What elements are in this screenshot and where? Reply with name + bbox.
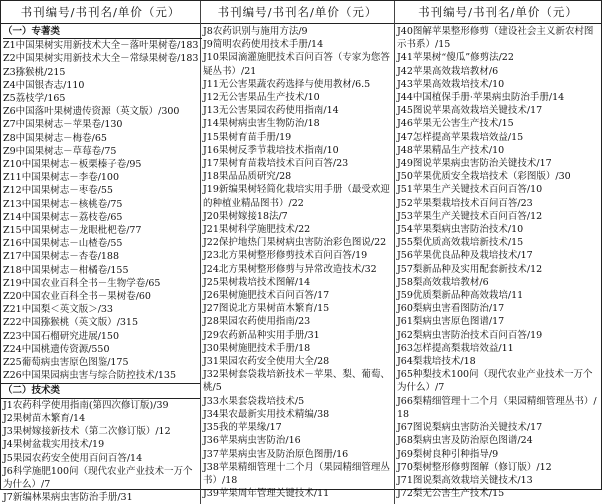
catalog-entry: J7新编林果病虫害防治手册/31 <box>3 492 133 504</box>
catalog-entry: J42苹果高效栽培教材/6 <box>397 65 499 77</box>
catalog-entry: J59优质梨新品种高效栽培/11 <box>397 290 524 302</box>
catalog-entry: Z2中国果树实用新技术大全－常绿果树卷/183 <box>3 53 199 65</box>
catalog-entry: J36苹果病虫害防治/16 <box>203 435 301 447</box>
catalog-entry: J51苹果生产关键技术百问百答/10 <box>397 184 543 196</box>
catalog-entry: J56苹果优良品种及栽培技术/17 <box>397 250 533 262</box>
catalog-entry: J38苹果精细管理十二个月（果园精细管理丛书）/18 <box>203 461 390 486</box>
catalog-entry: Z9中国果树志－草莓卷/75 <box>3 145 117 157</box>
catalog-entry: Z4中国银杏志/110 <box>3 79 85 91</box>
catalog-entry: J4果树盆栽实用技术/19 <box>3 439 105 451</box>
catalog-entry: J33水果套袋栽培技术/5 <box>203 395 305 407</box>
catalog-entry: Z23中国石榴研究进展/150 <box>3 330 120 342</box>
catalog-entry: Z19中国农业百科全书－生物学卷/65 <box>3 277 161 289</box>
catalog-entry: J55梨优质高效栽培新技术/15 <box>397 237 524 249</box>
catalog-entry: J13无公害果园农药使用指南/14 <box>203 105 339 117</box>
catalog-entry: J30果树施肥技术手册/18 <box>203 342 311 354</box>
catalog-entry: J9简明农药使用技术手册/14 <box>203 39 324 51</box>
section-heading: （二）技术类 <box>1 383 200 398</box>
catalog-entry: J63怎样提高梨栽培效益/11 <box>397 342 514 354</box>
column-header: 书刊编号/书刊名/单价（元） <box>201 1 394 24</box>
catalog-list <box>395 24 601 500</box>
catalog-entry: J23北方果树整形修剪技术百问百答/19 <box>203 250 368 262</box>
catalog-entry: J47怎样提高苹果栽培效益/15 <box>397 131 524 143</box>
catalog-entry: J31果园农药安全使用大全/28 <box>203 356 330 368</box>
catalog-entry: Z15中国果树志－龙眼枇杷卷/77 <box>3 225 142 237</box>
catalog-entry: J57梨新品种及实用配套新技术/12 <box>397 263 543 275</box>
catalog-entry: J18果品品质研究/28 <box>203 171 292 183</box>
catalog-entry: J71图说梨高效栽培关键技术/13 <box>397 474 533 486</box>
catalog-list <box>201 24 394 500</box>
catalog-entry: J1农药科学使用指南(第四次修订版)/39 <box>3 399 169 411</box>
catalog-column-2 <box>201 1 395 504</box>
catalog-entry: J10果园滴灌施肥技术百问百答（专家为您答疑丛书）/21 <box>203 52 390 77</box>
catalog-entry: Z25葡萄病虫害原色图鉴/175 <box>3 357 129 369</box>
catalog-entry: J35我的苹果缘/17 <box>203 422 282 434</box>
catalog-entry: J20果树嫁接18法/7 <box>203 210 288 222</box>
catalog-entry: Z22中国猕猴桃（英文版）/315 <box>3 317 139 329</box>
catalog-entry: J14果树病虫害生物防治/18 <box>203 118 320 130</box>
catalog-entry: J26果树施肥技术百问百答/17 <box>203 290 330 302</box>
catalog-entry: Z16中国果树志－山楂卷/55 <box>3 238 123 250</box>
catalog-entry: J5果园农药安全使用百问百答/14 <box>3 452 143 464</box>
catalog-entry: Z5荔枝学/165 <box>3 93 66 105</box>
catalog-entry: Z24中国桃遗传资源/550 <box>3 343 110 355</box>
catalog-entry: J62梨病虫害防治技术百问百答/19 <box>397 329 543 341</box>
catalog-entry: J16果树反季节栽培技术指南/10 <box>203 144 339 156</box>
catalog-entry: J66梨精细管理十二个月（果园精细管理丛书）/18 <box>397 395 597 420</box>
section-heading: （一）专著类 <box>3 25 202 39</box>
column-header: 书刊编号/书刊名/单价（元） <box>395 1 601 24</box>
catalog-entry: J44中国植保手册·苹果病虫防治手册/14 <box>397 92 565 104</box>
catalog-entry: J19新编果树轻简化栽培实用手册（最受欢迎的种植业精品图书）/22 <box>203 184 390 209</box>
catalog-entry: J15果树育苗手册/19 <box>203 131 292 143</box>
catalog-entry: J8农药识别与施用方法/9 <box>203 26 308 37</box>
catalog-entry: J49图说苹果病虫害防治关键技术/17 <box>397 158 552 170</box>
catalog-entry: J37苹果病虫害及防治原色图册/16 <box>203 448 349 460</box>
catalog-entry: J72梨无公害生产技术/15 <box>397 488 505 500</box>
catalog-entry: J3果树嫁接新技术（第二次修订版）/12 <box>3 426 171 438</box>
catalog-entry: J21果树科学施肥技术/22 <box>203 224 311 236</box>
catalog-entry: J70梨树整形修剪图解（修订版）/12 <box>397 461 552 473</box>
catalog-entry: Z20中国农业百科全书－果树卷/60 <box>3 291 151 303</box>
catalog-entry: J34果农最新实用技术精编/38 <box>203 408 330 420</box>
catalog-entry: J50苹果优质安全栽培技术（彩图版）/30 <box>397 171 571 183</box>
catalog-entry: Z18中国果树志－柑橘卷/155 <box>3 264 129 276</box>
catalog-entry: J54苹果梨病虫害防治技术/10 <box>397 224 524 236</box>
catalog-entry: J6科学施肥100问（现代农业产业技术一万个为什么）/7 <box>3 465 193 490</box>
catalog-entry: J58梨高效栽培教材/6 <box>397 276 489 288</box>
catalog-entry: J29农药新品种实用手册/31 <box>203 329 320 341</box>
catalog-entry: J39苹果周年管理关键技术/11 <box>203 488 330 500</box>
catalog-entry: J68梨病虫害及防治原色图谱/24 <box>397 435 533 447</box>
catalog-entry: Z12中国果树志－枣卷/55 <box>3 185 113 197</box>
catalog-entry: J2果树苗木繁育/14 <box>3 412 86 424</box>
catalog-entry: Z3猕猴桃/215 <box>3 66 66 78</box>
catalog-entry: Z7中国果树志－苹果卷/130 <box>3 119 123 131</box>
catalog-entry: J41苹果树“傻瓜”修剪法/22 <box>397 52 514 64</box>
catalog-entry: J45图说苹果高效栽培关键技术/17 <box>397 105 543 117</box>
catalog-entry: Z8中国果树志－梅卷/65 <box>3 132 107 144</box>
catalog-entry: Z11中国果树志－李卷/100 <box>3 172 120 184</box>
catalog-entry: J52苹果梨栽培技术百问百答/23 <box>397 197 533 209</box>
catalog-entry: J64梨栽培技术/18 <box>397 356 476 368</box>
catalog-entry: J28果园农药使用指南/23 <box>203 316 311 328</box>
catalog-entry: Z21中国梨＜英文版＞/33 <box>3 304 113 316</box>
catalog-entry: J32果树套袋栽培新技术－苹果、梨、葡萄、桃/5 <box>203 369 390 394</box>
catalog-entry: J24北方果树整形修剪与异常改造技术/32 <box>203 263 377 275</box>
catalog-entry: Z10中国果树志－板栗榛子卷/95 <box>3 159 142 171</box>
catalog-entry: Z1中国果树实用新技术大全－落叶果树卷/183 <box>3 40 199 52</box>
catalog-entry: J60梨病虫害看图防治/17 <box>397 303 505 315</box>
catalog-entry: J65种梨技术100问（现代农业产业技术一万个为什么）/7 <box>397 369 593 394</box>
catalog-entry: J46苹果无公害生产技术/15 <box>397 118 514 130</box>
catalog-entry: J43苹果高效栽培技术/10 <box>397 78 505 90</box>
column-header: 书刊编号/书刊名/单价（元） <box>1 1 200 24</box>
catalog-list <box>1 24 200 504</box>
catalog-entry: J12无公害果品生产技术/10 <box>203 92 320 104</box>
catalog-entry: J40图解苹果整形修剪（建设社会主义新农村图示书系）/15 <box>397 26 594 51</box>
catalog-column-3 <box>395 1 601 504</box>
catalog-entry: J67图说梨病虫害防治关键技术/17 <box>397 422 543 434</box>
catalog-entry: J17果树育苗栽培技术百问百答/23 <box>203 158 349 170</box>
catalog-entry: J69梨树良种引种指导/9 <box>397 448 499 460</box>
catalog-entry: J48苹果精品生产技术/10 <box>397 144 505 156</box>
catalog-entry: J27图说北方果树苗木繁育/15 <box>203 303 330 315</box>
catalog-entry: Z14中国果树志－荔枝卷/65 <box>3 211 123 223</box>
catalog-column-1 <box>1 1 201 504</box>
catalog-entry: J25果树栽培技术图解/14 <box>203 276 311 288</box>
catalog-entry: Z26中国果园病虫害与综合防控技术/135 <box>3 370 177 382</box>
catalog-entry: J22保护地热门果树病虫害防治彩色图说/22 <box>203 237 387 249</box>
catalog-entry: Z13中国果树志－核桃卷/75 <box>3 198 123 210</box>
catalog-entry: Z17中国果树志－杏卷/188 <box>3 251 120 263</box>
catalog-entry: Z6中国落叶果树遗传资源（英文版）/300 <box>3 106 180 118</box>
catalog-entry: J11无公害果蔬农药选择与使用教材/6.5 <box>203 78 371 90</box>
catalog-entry: J61梨病虫害原色图谱/17 <box>397 316 505 328</box>
catalog-entry: J53苹果生产关键技术百问百答/12 <box>397 210 543 222</box>
